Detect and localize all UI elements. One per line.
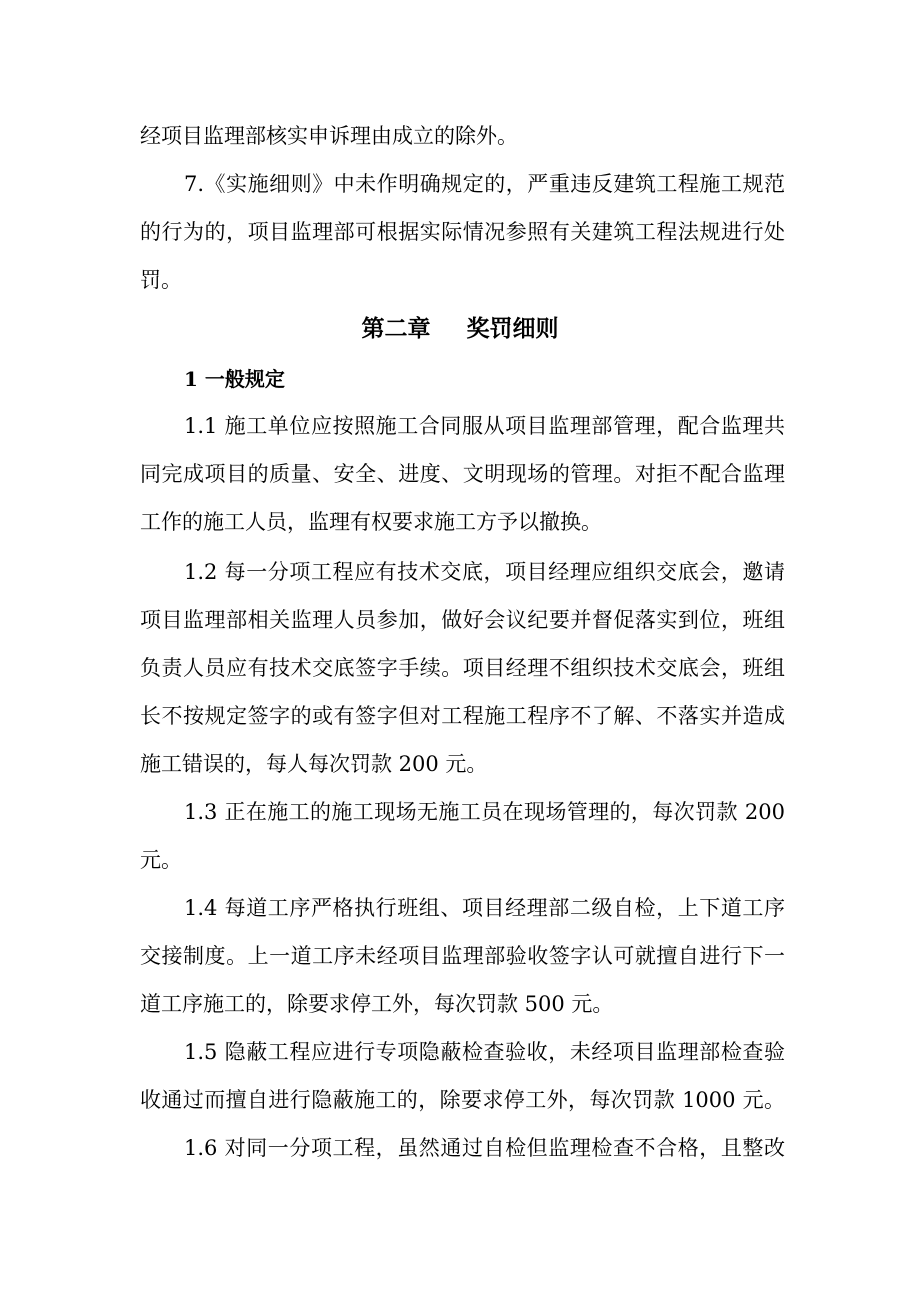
text-line: 同完成项目的质量、安全、进度、文明现场的管理。对拒不配合监理: [140, 462, 785, 486]
text-line: 1.3 正在施工的施工现场无施工员在现场管理的，每次罚款 200: [184, 800, 785, 824]
chapter-number: 第二章: [361, 315, 431, 342]
text-line: 1.2 每一分项工程应有技术交底，项目经理应组织交底会，邀请: [184, 560, 785, 584]
chapter-title: 奖罚细则: [466, 315, 559, 342]
text-line: 道工序施工的，除要求停工外，每次罚款 500 元。: [140, 992, 614, 1016]
text-line: 项目监理部相关监理人员参加，做好会议纪要并督促落实到位，班组: [140, 608, 785, 632]
text-line: 收通过而擅自进行隐蔽施工的，除要求停工外，每次罚款 1000 元。: [140, 1088, 785, 1112]
text-line: 元。: [140, 848, 182, 872]
text-line: 7.《实施细则》中未作明确规定的，严重违反建筑工程施工规范: [184, 172, 785, 196]
text-line: 施工错误的，每人每次罚款 200 元。: [140, 752, 488, 776]
section-heading: 1 一般规定: [184, 367, 285, 391]
text-line: 1.1 施工单位应按照施工合同服从项目监理部管理，配合监理共: [184, 414, 785, 438]
text-line: 1.6 对同一分项工程，虽然通过自检但监理检查不合格，且整改: [184, 1136, 785, 1160]
text-line: 罚。: [140, 268, 182, 292]
text-line: 负责人员应有技术交底签字手续。项目经理不组织技术交底会，班组: [140, 656, 785, 680]
text-line: 工作的施工人员，监理有权要求施工方予以撤换。: [140, 510, 602, 534]
text-line: 1.5 隐蔽工程应进行专项隐蔽检查验收，未经项目监理部检查验: [184, 1040, 785, 1064]
chapter-heading: [0, 314, 920, 344]
text-line: 交接制度。上一道工序未经项目监理部验收签字认可就擅自进行下一: [140, 944, 785, 968]
text-line: 的行为的，项目监理部可根据实际情况参照有关建筑工程法规进行处: [140, 220, 785, 244]
text-line: 经项目监理部核实申诉理由成立的除外。: [140, 124, 518, 148]
text-line: 1.4 每道工序严格执行班组、项目经理部二级自检，上下道工序: [184, 896, 785, 920]
text-line: 长不按规定签字的或有签字但对工程施工程序不了解、不落实并造成: [140, 704, 785, 728]
